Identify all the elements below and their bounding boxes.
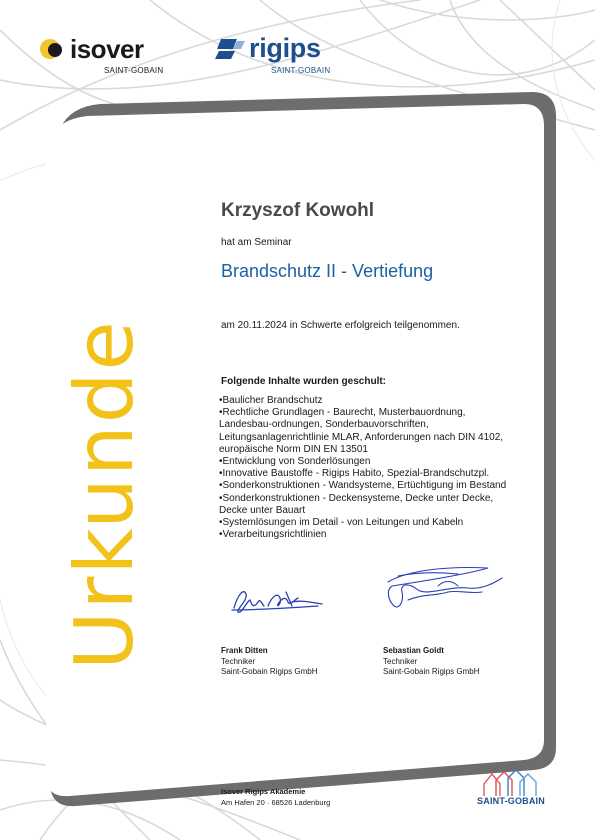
content-item: •Systemlösungen im Detail - von Leitungen und Kabeln <box>219 517 464 529</box>
rigips-logo-mark <box>215 37 245 61</box>
signer-company: Saint-Gobain Rigips GmbH <box>221 667 318 676</box>
content-item: •Verarbeitungsrichtlinien <box>219 529 327 541</box>
rigips-logo-subtitle: SAINT-GOBAIN <box>271 66 331 75</box>
signer-name: Frank Ditten <box>221 646 268 655</box>
content-item: •Sonderkonstruktionen - Wandsysteme, Ertüchtigung im Bestand <box>219 480 507 492</box>
saint-gobain-logo <box>470 770 552 810</box>
isover-logo-text: isover <box>70 34 144 64</box>
footer-street: Am Hafen 20 · 68526 Ladenburg <box>221 798 331 807</box>
signer-company: Saint-Gobain Rigips GmbH <box>383 667 480 676</box>
seminar-intro: hat am Seminar <box>221 237 292 248</box>
content-item: Landesbau-ordnungen, Sonderbauvorschriften, <box>219 419 429 431</box>
isover-logo-mark <box>40 39 60 59</box>
footer-address <box>221 786 330 808</box>
saint-gobain-logo-text: SAINT-GOBAIN <box>477 796 545 806</box>
certificate-title: Urkunde <box>58 319 151 670</box>
signature-sebastian-goldt <box>378 560 508 620</box>
isover-logo <box>40 33 170 81</box>
signer-role: Techniker <box>383 656 418 666</box>
rigips-logo <box>215 33 345 81</box>
signer-name: Sebastian Goldt <box>383 646 444 655</box>
content-item: Leitungsanlagenrichtlinie MLAR, Anforderungen nach DIN 4102, <box>219 431 504 443</box>
completion-statement: am 20.11.2024 in Schwerte erfolgreich teilgenommen. <box>221 320 460 331</box>
content-item: •Innovative Baustoffe - Rigips Habito, Spezial-Brandschutzpl. <box>219 468 490 480</box>
rigips-logo-text: rigips <box>249 33 321 63</box>
content-item: •Sonderkonstruktionen - Deckensysteme, Decke unter Decke, <box>219 492 494 504</box>
signer-sebastian-goldt <box>383 646 479 678</box>
seminar-title: Brandschutz II - Vertiefung <box>221 261 434 281</box>
signer-frank-ditten <box>221 646 317 678</box>
content-item: •Rechtliche Grundlagen - Baurecht, Musterbauordnung, <box>219 407 466 419</box>
isover-logo-subtitle: SAINT-GOBAIN <box>104 66 164 75</box>
signature-frank-ditten <box>228 580 328 620</box>
content-item: •Baulicher Brandschutz <box>219 395 323 406</box>
content-item: •Entwicklung von Sonderlösungen <box>219 456 371 468</box>
footer-organization: Isover Rigips Akademie <box>221 787 306 796</box>
recipient-name: Krzyszof Kowohl <box>221 200 375 221</box>
saint-gobain-logo-mark <box>470 770 552 796</box>
signer-role: Techniker <box>221 656 256 666</box>
content-heading: Folgende Inhalte wurden geschult: <box>221 376 387 387</box>
content-item: europäische Norm DIN EN 13501 <box>219 443 368 455</box>
content-list <box>219 395 559 541</box>
content-item: Decke unter Bauart <box>219 504 306 516</box>
